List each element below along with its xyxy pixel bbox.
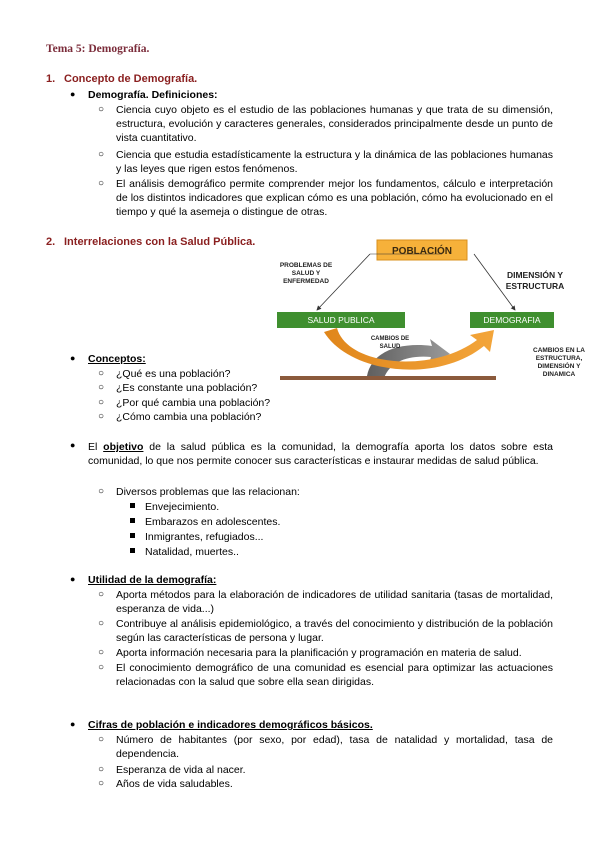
circle-bullet: ○ — [98, 397, 105, 408]
conceptos-bullet — [70, 353, 146, 365]
circle-bullet: ○ — [98, 662, 105, 673]
utilidad-item-4: ○ El conocimiento demográfico de una comunidad es esencial para optimizar las actuaciones relacionadas con la salud que sobre ella sean dirigidas. — [98, 662, 553, 689]
interrelation-diagram — [272, 238, 590, 380]
definitions-label: Demografía. Definiciones: — [88, 89, 218, 101]
conceptos-label: Conceptos: — [88, 353, 146, 365]
bullet-dot: ● — [70, 89, 76, 99]
concepto-item-1: ○ ¿Qué es una población? — [98, 368, 231, 380]
circle-bullet: ○ — [98, 411, 105, 422]
circle-bullet: ○ — [98, 382, 105, 393]
cambios-estructura-line-3: DIMENSIÓN Y — [537, 363, 581, 370]
objetivo-bullet — [70, 440, 553, 468]
cifras-item-1: ○ Número de habitantes (por sexo, por edad), tasa de natalidad y mortalidad, tasa de dependencia. — [98, 734, 553, 761]
salud-publica-label: SALUD PUBLICA — [307, 315, 375, 325]
section-1-number: 1. — [46, 73, 56, 85]
utilidad-item-2: ○ Contribuye al análisis epidemiológico, a través del conocimiento y distribución de la población según las características de persona y lugar. — [98, 618, 553, 645]
concepto-item-3: ○ ¿Por qué cambia una población? — [98, 397, 271, 409]
dimension-line-1: DIMENSIÓN Y — [506, 270, 564, 280]
cifras-item-2: ○ Esperanza de vida al nacer. — [98, 764, 246, 776]
cambios-salud-line-2: SALUD — [379, 344, 401, 350]
section-1-heading — [46, 73, 197, 85]
section-2-title: Interrelaciones con la Salud Pública. — [64, 236, 256, 248]
definition-item-1: ○ Ciencia cuyo objeto es el estudio de las poblaciones humanas y que trata de su dimensión, estructura, evolución y caracteres generales, considerados principalmente desde un punto de vista cuantitativo. — [98, 104, 553, 145]
utilidad-item-1: ○ Aporta métodos para la elaboración de indicadores de utilidad sanitaria (tasas de mortalidad, esperanza de vida...) — [98, 589, 553, 616]
square-bullet — [130, 503, 135, 508]
definition-item-2: ○ Ciencia que estudia estadísticamente la estructura y la dinámica de las poblaciones humanas y las leyes que rigen estos fenómenos. — [98, 149, 553, 176]
square-bullet — [130, 518, 135, 523]
circle-bullet: ○ — [98, 647, 105, 658]
bullet-dot: ● — [70, 719, 76, 729]
utilidad-label: Utilidad de la demografía: — [88, 574, 217, 586]
problemas-line-3: ENFERMEDAD — [283, 278, 329, 285]
dimension-line-2: ESTRUCTURA — [505, 281, 565, 291]
square-bullet — [130, 533, 135, 538]
poblacion-label: POBLACIÓN — [392, 246, 452, 257]
problem-item-4: Natalidad, muertes.. — [130, 545, 239, 559]
demografia-label: DEMOGRAFIA — [483, 315, 541, 325]
cambios-estructura-line-1: CAMBIOS EN LA — [533, 347, 585, 354]
square-bullet — [130, 548, 135, 553]
circle-bullet: ○ — [98, 486, 105, 497]
section-1-title: Concepto de Demografía. — [64, 73, 198, 85]
section-2-number: 2. — [46, 236, 56, 248]
definition-item-3: ○ El análisis demográfico permite comprender mejor los fundamentos, cálculo e interpretación de los distintos indicadores que explican cómo es una población, cómo ha evolucionado en el tiempo y qué la asemeja o distingue de otras. — [98, 178, 553, 219]
bullet-dot: ● — [70, 574, 76, 584]
circle-bullet: ○ — [98, 734, 105, 745]
problem-item-1: Envejecimiento. — [130, 500, 219, 514]
definitions-bullet — [70, 89, 218, 101]
circle-bullet: ○ — [98, 778, 105, 789]
problemas-intro: ○ Diversos problemas que las relacionan: — [98, 486, 300, 498]
bullet-dot: ● — [70, 440, 76, 450]
circle-bullet: ○ — [98, 178, 105, 189]
cifras-label: Cifras de población e indicadores demográficos básicos. — [88, 719, 373, 731]
circle-bullet: ○ — [98, 104, 105, 115]
circle-bullet: ○ — [98, 368, 105, 379]
page-title: Tema 5: Demografía. — [46, 43, 150, 55]
section-2-heading — [46, 236, 255, 248]
concepto-item-2: ○ ¿Es constante una población? — [98, 382, 258, 394]
circle-bullet: ○ — [98, 618, 105, 629]
cambios-estructura-line-4: DINAMICA — [542, 371, 576, 378]
circle-bullet: ○ — [98, 149, 105, 160]
utilidad-bullet — [70, 574, 216, 586]
problem-item-3: Inmigrantes, refugiados... — [130, 530, 263, 544]
cambios-estructura-line-2: ESTRUCTURA, — [535, 355, 583, 362]
utilidad-item-3: ○ Aporta información necesaria para la planificación y programación en materia de salud. — [98, 647, 522, 659]
problemas-line-1: PROBLEMAS DE — [279, 262, 333, 269]
circle-bullet: ○ — [98, 764, 105, 775]
concepto-item-4: ○ ¿Cómo cambia una población? — [98, 411, 262, 423]
objetivo-paragraph: El objetivo de la salud pública es la comunidad, la demografía aporta los datos sobre esta comunidad, lo que nos permite conocer sus características e instaurar medidas de salud pública. — [88, 441, 553, 468]
cifras-bullet — [70, 719, 373, 731]
bullet-dot: ● — [70, 353, 76, 363]
cambios-salud-line-1: CAMBIOS DE — [370, 336, 410, 342]
objetivo-keyword: objetivo — [103, 441, 144, 453]
cifras-item-3: ○ Años de vida saludables. — [98, 778, 233, 790]
problem-item-2: Embarazos en adolescentes. — [130, 515, 280, 529]
problemas-line-2: SALUD Y — [291, 270, 321, 277]
circle-bullet: ○ — [98, 589, 105, 600]
